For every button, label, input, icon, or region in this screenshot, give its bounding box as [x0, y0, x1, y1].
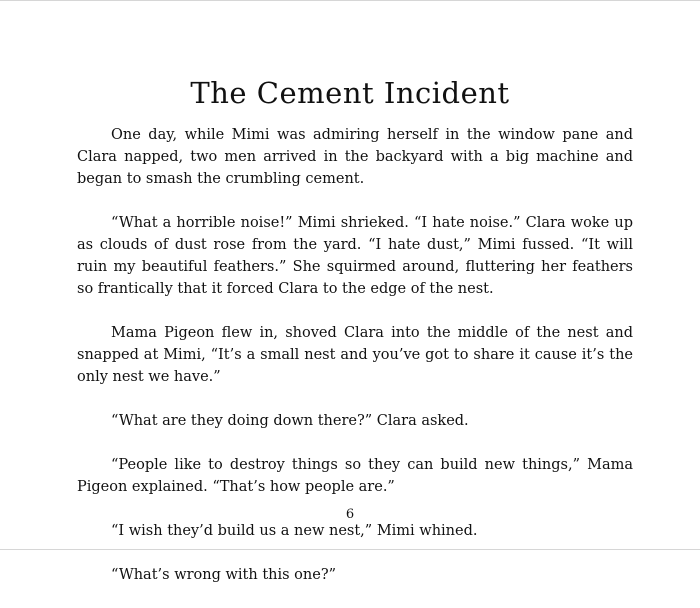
story-text [77, 124, 633, 608]
paragraph: “I wish they’d build us a new nest,” Mimi whined. [111, 523, 478, 539]
paragraph: “What’s wrong with this one?” [111, 567, 337, 583]
page-number: 6 [345, 507, 355, 522]
paragraph: Mama Pigeon flew in, shoved Clara into the middle of the nest and snapped at Mimi, “It’s a small nest and you’ve got to share it cause it’s the only nest we have.” [77, 325, 633, 385]
paragraph: “People like to destroy things so they can build new things,” Mama Pigeon explained. “That’s how people are.” [77, 457, 633, 495]
paragraph: “What a horrible noise!” Mimi shrieked. “I hate noise.” Clara woke up as clouds of dust rose from the yard. “I hate dust,” Mimi fussed. “It will ruin my beautiful feathers.” She squirmed around, fluttering her feathers so frantically that it forced Clara to the edge of the nest. [77, 215, 633, 297]
chapter-title: The Cement Incident [190, 76, 510, 110]
paragraph: One day, while Mimi was admiring herself in the window pane and Clara napped, two men arrived in the backyard with a big machine and began to smash the crumbling cement. [77, 127, 633, 187]
paragraph: “What are they doing down there?” Clara asked. [111, 413, 469, 429]
